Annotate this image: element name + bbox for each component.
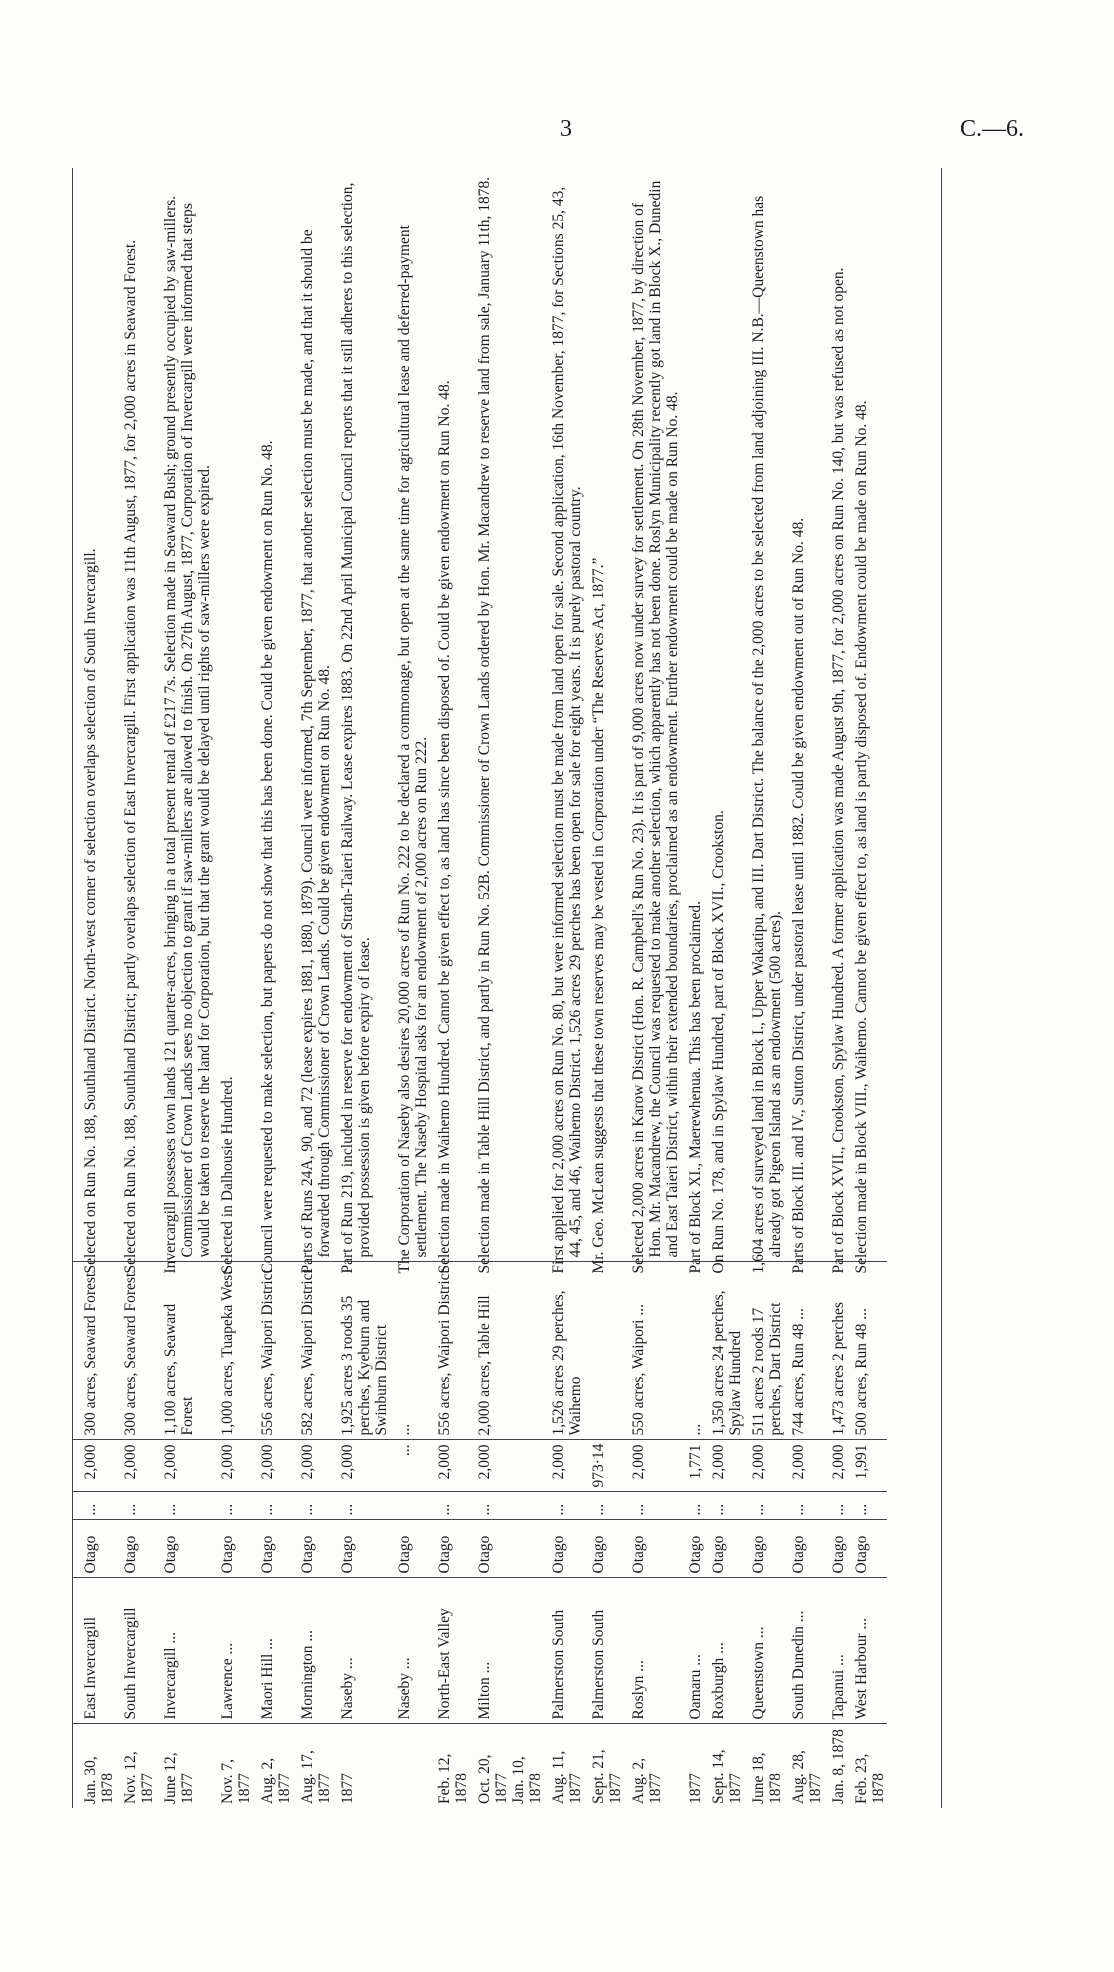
leader-dots-cell: ...	[430, 1492, 470, 1520]
endowment-applications-table	[72, 168, 887, 1808]
remarks-cell: Selection made in Table Hill District, and partly in Run No. 52B. Commissioner of Crown Lands ordered by Hon. Mr. Macandrew to reserve land from sale, January 11th, 1878.	[470, 168, 544, 1262]
acres-cell: 2,000	[293, 1440, 333, 1492]
acres-cell: 1,771	[681, 1440, 704, 1492]
leader-dots-cell: ...	[72, 1492, 116, 1520]
acres-cell: 2,000	[116, 1440, 156, 1492]
place-cell: Queenstown ...	[744, 1578, 784, 1724]
remarks-cell: Selected on Run No. 188, Southland District; partly overlaps selection of East Invercargill. First application was 11th August, 1877, for 2,000 acres in Seaward Forest.	[116, 168, 156, 1262]
leader-dots-cell: ...	[624, 1492, 681, 1520]
leader-dots-cell: ...	[704, 1492, 744, 1520]
province-cell: Otago	[784, 1520, 824, 1578]
acres-cell: 2,000	[253, 1440, 293, 1492]
province-cell: Otago	[744, 1520, 784, 1578]
land-selected-cell: 300 acres, Seaward Forest	[72, 1262, 116, 1440]
province-cell: Otago	[584, 1520, 624, 1578]
land-selected-cell: 1,100 acres, Seaward Forest	[156, 1262, 213, 1440]
table-top-rule	[72, 168, 73, 1808]
table-row	[544, 168, 584, 1808]
acres-cell: 2,000	[430, 1440, 470, 1492]
place-cell: East Invercargill	[72, 1578, 116, 1724]
province-cell: Otago	[430, 1520, 470, 1578]
date-cell: Aug. 2, 1877	[259, 1757, 293, 1804]
province-cell: Otago	[333, 1520, 390, 1578]
date-cell: Sept. 14, 1877	[710, 1749, 744, 1804]
remarks-cell: Selection made in Block VIII., Waihemo. Cannot be given effect to, as land is partly disposed of. Endowment could be made on Run No. 48.	[847, 168, 887, 1262]
leader-dots-cell: ...	[470, 1492, 544, 1520]
place-cell: South Invercargill	[116, 1578, 156, 1724]
table-row	[390, 168, 430, 1808]
table-row	[847, 168, 887, 1808]
land-selected-cell: ...	[681, 1262, 704, 1440]
leader-dots-cell: ...	[213, 1492, 253, 1520]
acres-cell: 2,000	[72, 1440, 116, 1492]
remarks-cell: Parts of Runs 24A, 90, and 72 (lease expires 1881, 1880, 1879). Council were informed, 7th September, 1877, that another selection must be made, and that it should be forwarded through Commissioner of Crown Lands. Could be given endowment on Run No. 48.	[293, 168, 333, 1262]
acres-cell: 2,000	[744, 1440, 784, 1492]
place-cell: Roslyn ...	[624, 1578, 681, 1724]
leader-dots-cell: ...	[584, 1492, 624, 1520]
remarks-cell: Selected on Run No. 188, Southland District. North-west corner of selection overlaps selection of South Invercargill.	[72, 168, 116, 1262]
province-cell: Otago	[116, 1520, 156, 1578]
remarks-cell: Selected in Dalhousie Hundred.	[213, 168, 253, 1262]
land-selected-cell	[584, 1262, 624, 1440]
date-cell: Jan. 30, 1878	[82, 1756, 116, 1804]
table-row	[704, 168, 744, 1808]
land-selected-cell: 550 acres, Waipori ...	[624, 1262, 681, 1440]
table-row	[824, 168, 847, 1808]
remarks-cell: 1,604 acres of surveyed land in Block I., Upper Wakatipu, and III. Dart District. The balance of the 2,000 acres to be selected from land adjoining III. N.B.—Queenstown has already got Pigeon Island as an endowment (500 acres).	[744, 168, 784, 1262]
land-selected-cell: 1,000 acres, Tuapeka West	[213, 1262, 253, 1440]
table-row	[681, 168, 704, 1808]
land-selected-cell: ...	[390, 1262, 430, 1440]
acres-cell: 2,000	[470, 1440, 544, 1492]
place-cell: Tapanui ...	[824, 1578, 847, 1724]
land-selected-cell: 1,350 acres 24 perches, Spylaw Hundred	[704, 1262, 744, 1440]
province-cell: Otago	[824, 1520, 847, 1578]
leader-dots-cell: ...	[824, 1492, 847, 1520]
date-cell: June 12, 1877	[162, 1752, 196, 1804]
place-cell: Naseby ...	[390, 1578, 430, 1724]
leader-dots-cell: ...	[293, 1492, 333, 1520]
table-row	[784, 168, 824, 1808]
place-cell: Milton ...	[470, 1578, 544, 1724]
land-selected-cell: 556 acres, Waipori District	[253, 1262, 293, 1440]
province-cell: Otago	[544, 1520, 584, 1578]
land-selected-cell: 511 acres 2 roods 17 perches, Dart District	[744, 1262, 784, 1440]
province-cell: Otago	[704, 1520, 744, 1578]
remarks-cell: Council were requested to make selection, but papers do not show that this has been done. Could be given endowment on Run No. 48.	[253, 168, 293, 1262]
land-selected-cell: 1,526 acres 29 perches, Waihemo	[544, 1262, 584, 1440]
date-cell: Nov. 12, 1877	[122, 1751, 156, 1804]
table-row	[430, 168, 470, 1808]
date-cell: Aug. 2, 1877	[630, 1757, 664, 1804]
remarks-cell: Invercargill possesses town lands 121 quarter-acres, bringing in a total present rental of £217 7s. Selection made in Seaward Bush; ground presently occupied by saw-millers. Commissioner of Crown Lands sees no objection to grant if saw-millers are allowed to finish. On 27th August, 1877, Corporation of Invercargill were informed that steps would be taken to reserve the land for Corporation, but that the grant would be delayed until rights of saw-millers were expired.	[156, 168, 213, 1262]
leader-dots-cell: ...	[681, 1492, 704, 1520]
leader-dots-cell: ...	[333, 1492, 390, 1520]
date-cell: Nov. 7, 1877	[219, 1758, 253, 1804]
acres-cell: 2,000	[156, 1440, 213, 1492]
acres-cell: 2,000	[544, 1440, 584, 1492]
leader-dots-cell: ...	[156, 1492, 213, 1520]
remarks-cell: Selected 2,000 acres in Karow District (Hon. R. Campbell's Run No. 23). It is part of 9,000 acres now under survey for settlement. On 28th November, 1877, by direction of Hon. Mr. Macandrew, the Council was requested to make another selection, which apparently has not been done. Roslyn Municipality recently got land in Block X., Dunedin and East Taieri District, within their extended boundaries, proclaimed as an endowment. Further endowment could be made on Run No. 48.	[624, 168, 681, 1262]
place-cell: Mornington ...	[293, 1578, 333, 1724]
province-cell: Otago	[624, 1520, 681, 1578]
province-cell: Otago	[390, 1520, 430, 1578]
leader-dots-cell: ...	[744, 1492, 784, 1520]
table-row	[624, 168, 681, 1808]
page-number: 3	[560, 116, 572, 142]
table-row	[293, 168, 333, 1808]
date-cell: Aug. 17, 1877	[299, 1750, 333, 1804]
leader-dots-cell	[390, 1492, 430, 1520]
table-row	[333, 168, 390, 1808]
province-cell: Otago	[156, 1520, 213, 1578]
table-row	[116, 168, 156, 1808]
rotated-table-container	[72, 168, 942, 1808]
province-cell: Otago	[681, 1520, 704, 1578]
table-row	[213, 168, 253, 1808]
acres-cell: 2,000	[704, 1440, 744, 1492]
date-cell: Oct. 20, 1877 Jan. 10, 1878	[476, 1754, 544, 1804]
place-cell: Maori Hill ...	[253, 1578, 293, 1724]
date-cell: Feb. 23, 1878	[853, 1753, 887, 1804]
province-cell: Otago	[847, 1520, 887, 1578]
land-selected-cell: 744 acres, Run 48 ...	[784, 1262, 824, 1440]
remarks-cell: Part of Block XI., Maerewhenua. This has been proclaimed.	[681, 168, 704, 1262]
place-cell: Palmerston South	[544, 1578, 584, 1724]
date-cell: 1877	[339, 1773, 356, 1804]
leader-dots-cell: ...	[253, 1492, 293, 1520]
remarks-cell: The Corporation of Naseby also desires 20,000 acres of Run No. 222 to be declared a commonage, but open at the same time for agricultural lease and deferred-payment settlement. The Naseby Hospital asks for an endowment of 2,000 acres on Run 222.	[390, 168, 430, 1262]
table-bottom-rule	[941, 168, 942, 1808]
land-selected-cell: 1,473 acres 2 perches	[824, 1262, 847, 1440]
paper-reference: C.—6.	[960, 116, 1025, 142]
place-cell: South Dunedin ...	[784, 1578, 824, 1724]
place-cell: North-East Valley	[430, 1578, 470, 1724]
remarks-cell: Parts of Block III. and IV., Sutton District, under pastoral lease until 1882. Could be given endowment out of Run No. 48.	[784, 168, 824, 1262]
remarks-cell: First applied for 2,000 acres on Run No. 80, but were informed selection must be made from land open for sale. Second application, 16th November, 1877, for Sections 25, 43, 44, 45, and 46, Waihemo District. 1,526 acres 29 perches has been open for sale for eight years. It is purely pastoral country.	[544, 168, 584, 1262]
province-cell: Otago	[213, 1520, 253, 1578]
province-cell: Otago	[293, 1520, 333, 1578]
table-row	[253, 168, 293, 1808]
remarks-cell: On Run No. 178, and in Spylaw Hundred, part of Block XVII., Crookston.	[704, 168, 744, 1262]
land-selected-cell: 582 acres, Waipori District	[293, 1262, 333, 1440]
acres-cell: 2,000	[824, 1440, 847, 1492]
remarks-cell: Selection made in Waihemo Hundred. Cannot be given effect to, as land has since been disposed of. Could be given endowment on Run No. 48.	[430, 168, 470, 1262]
table-row	[156, 168, 213, 1808]
land-selected-cell: 1,925 acres 3 roods 35 perches, Kyeburn and Swinburn District	[333, 1262, 390, 1440]
remarks-cell: Mr. Geo. McLean suggests that these town reserves may be vested in Corporation under “The Reserves Act, 1877.”	[584, 168, 624, 1262]
table-row	[744, 168, 784, 1808]
table-row	[584, 168, 624, 1808]
place-cell: Invercargill ...	[156, 1578, 213, 1724]
acres-cell: 2,000	[624, 1440, 681, 1492]
province-cell: Otago	[72, 1520, 116, 1578]
place-cell: Roxburgh ...	[704, 1578, 744, 1724]
date-cell: Aug. 28, 1877	[790, 1750, 824, 1804]
province-cell: Otago	[470, 1520, 544, 1578]
acres-cell: 973·14	[584, 1440, 624, 1492]
land-selected-cell: 2,000 acres, Table Hill	[470, 1262, 544, 1440]
acres-cell: 1,991	[847, 1440, 887, 1492]
date-cell: Feb. 12, 1878	[436, 1753, 470, 1804]
place-cell: Lawrence ...	[213, 1578, 253, 1724]
acres-cell: ...	[390, 1440, 430, 1492]
place-cell: Naseby ...	[333, 1578, 390, 1724]
place-cell: Palmerston South	[584, 1578, 624, 1724]
remarks-cell: Part of Block XVII., Crookston, Spylaw Hundred. A former application was made August 9th, 1877, for 2,000 acres on Run No. 140, but was refused as not open.	[824, 168, 847, 1262]
remarks-cell: Part of Run 219, included in reserve for endowment of Strath-Taieri Railway. Lease expires 1883. On 22nd April Municipal Council reports that it still adheres to this selection, provided possession is given before expiry of lease.	[333, 168, 390, 1262]
acres-cell: 2,000	[784, 1440, 824, 1492]
leader-dots-cell: ...	[116, 1492, 156, 1520]
leader-dots-cell: ...	[544, 1492, 584, 1520]
date-cell	[390, 1724, 430, 1808]
land-selected-cell: 556 acres, Waipori District	[430, 1262, 470, 1440]
province-cell: Otago	[253, 1520, 293, 1578]
leader-dots-cell: ...	[784, 1492, 824, 1520]
date-cell: Jan. 8, 1878	[830, 1729, 847, 1804]
date-cell: Sept. 21, 1877	[590, 1749, 624, 1804]
table-row	[470, 168, 544, 1808]
place-cell: West Harbour ...	[847, 1578, 887, 1724]
date-cell: June 18, 1878	[750, 1752, 784, 1804]
date-cell: Aug. 11, 1877	[550, 1750, 584, 1804]
land-selected-cell: 500 acres, Run 48 ...	[847, 1262, 887, 1440]
acres-cell: 2,000	[213, 1440, 253, 1492]
table-row	[72, 168, 116, 1808]
place-cell: Oamaru ...	[681, 1578, 704, 1724]
date-cell: 1877	[687, 1773, 704, 1804]
land-selected-cell: 300 acres, Seaward Forest	[116, 1262, 156, 1440]
table-body	[72, 168, 887, 1808]
leader-dots-cell: ...	[847, 1492, 887, 1520]
acres-cell: 2,000	[333, 1440, 390, 1492]
